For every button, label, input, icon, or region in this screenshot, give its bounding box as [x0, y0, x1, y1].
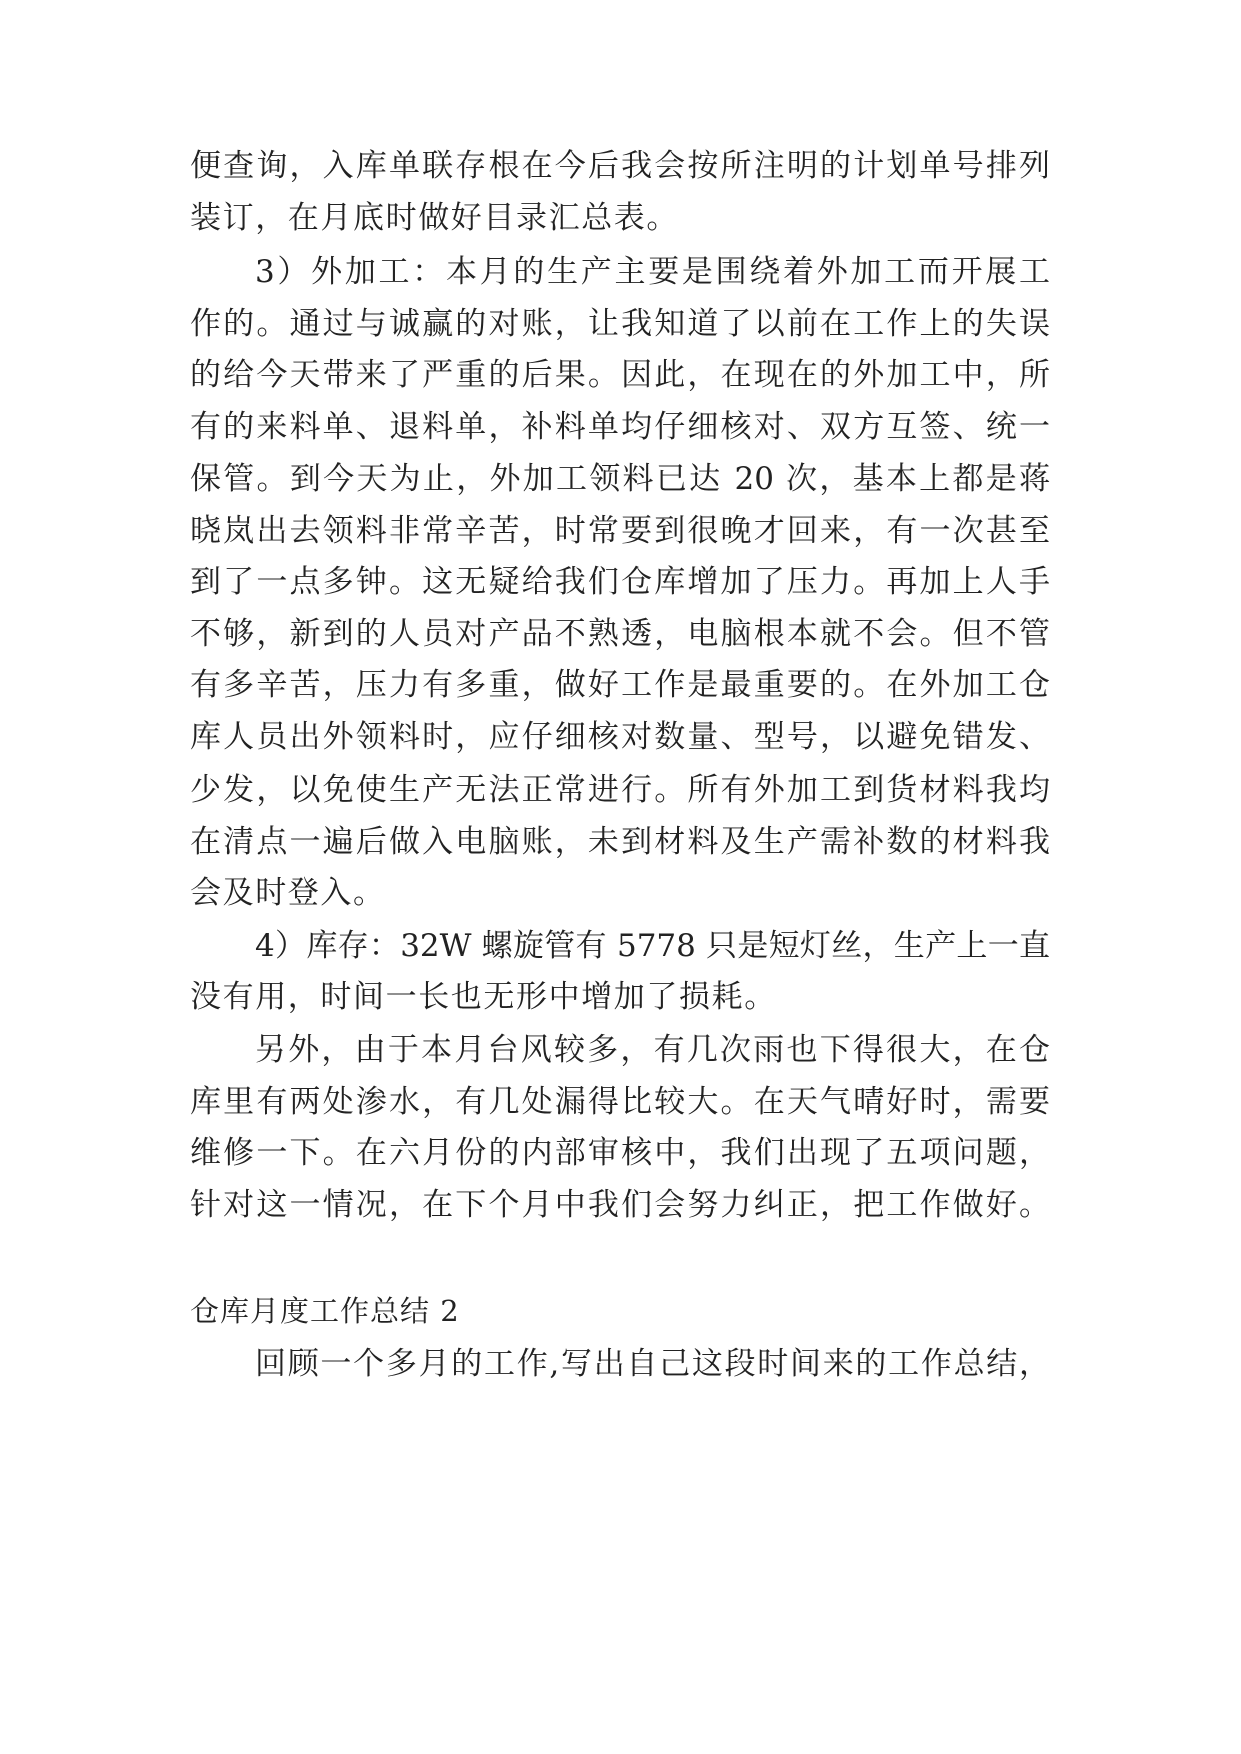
document-page	[190, 0, 1060, 1754]
paragraph-line: 回顾一个多月的工作,写出自己这段时间来的工作总结，	[255, 1346, 1050, 1382]
paragraph-line: 作的。通过与诚赢的对账，让我知道了以前在工作上的失误	[190, 306, 1050, 342]
paragraph-line: 另外，由于本月台风较多，有几次雨也下得很大，在仓	[255, 1032, 1050, 1068]
paragraph-line: 有的来料单、退料单，补料单均仔细核对、双方互签、统一	[190, 409, 1050, 445]
paragraph-line: 会及时登入。	[190, 875, 386, 911]
paragraph-line: 4）库存：32W 螺旋管有 5778 只是短灯丝，生产上一直	[255, 928, 1050, 964]
paragraph-line: 晓岚出去领料非常辛苦，时常要到很晚才回来，有一次甚至	[190, 513, 1050, 549]
paragraph-line: 少发，以免使生产无法正常进行。所有外加工到货材料我均	[190, 772, 1050, 808]
paragraph-line: 保管。到今天为止，外加工领料已达 20 次，基本上都是蒋	[190, 461, 1050, 497]
paragraph-line: 便查询，入库单联存根在今后我会按所注明的计划单号排列	[190, 148, 1050, 184]
paragraph-line: 装订，在月底时做好目录汇总表。	[190, 200, 679, 236]
section-heading: 仓库月度工作总结 2	[190, 1294, 460, 1328]
paragraph-line: 3）外加工：本月的生产主要是围绕着外加工而开展工	[255, 254, 1050, 290]
paragraph-line: 有多辛苦，压力有多重，做好工作是最重要的。在外加工仓	[190, 667, 1050, 703]
paragraph-line: 没有用，时间一长也无形中增加了损耗。	[190, 979, 777, 1015]
paragraph-line: 不够，新到的人员对产品不熟透，电脑根本就不会。但不管	[190, 616, 1050, 652]
paragraph-line: 针对这一情况，在下个月中我们会努力纠正，把工作做好。	[190, 1187, 1050, 1223]
paragraph-line: 维修一下。在六月份的内部审核中，我们出现了五项问题，	[190, 1135, 1050, 1171]
paragraph-line: 库里有两处渗水，有几处漏得比较大。在天气晴好时，需要	[190, 1084, 1050, 1120]
paragraph-line: 到了一点多钟。这无疑给我们仓库增加了压力。再加上人手	[190, 564, 1050, 600]
paragraph-line: 库人员出外领料时，应仔细核对数量、型号，以避免错发、	[190, 719, 1050, 755]
paragraph-line: 的给今天带来了严重的后果。因此，在现在的外加工中，所	[190, 357, 1050, 393]
paragraph-line: 在清点一遍后做入电脑账，未到材料及生产需补数的材料我	[190, 824, 1050, 860]
